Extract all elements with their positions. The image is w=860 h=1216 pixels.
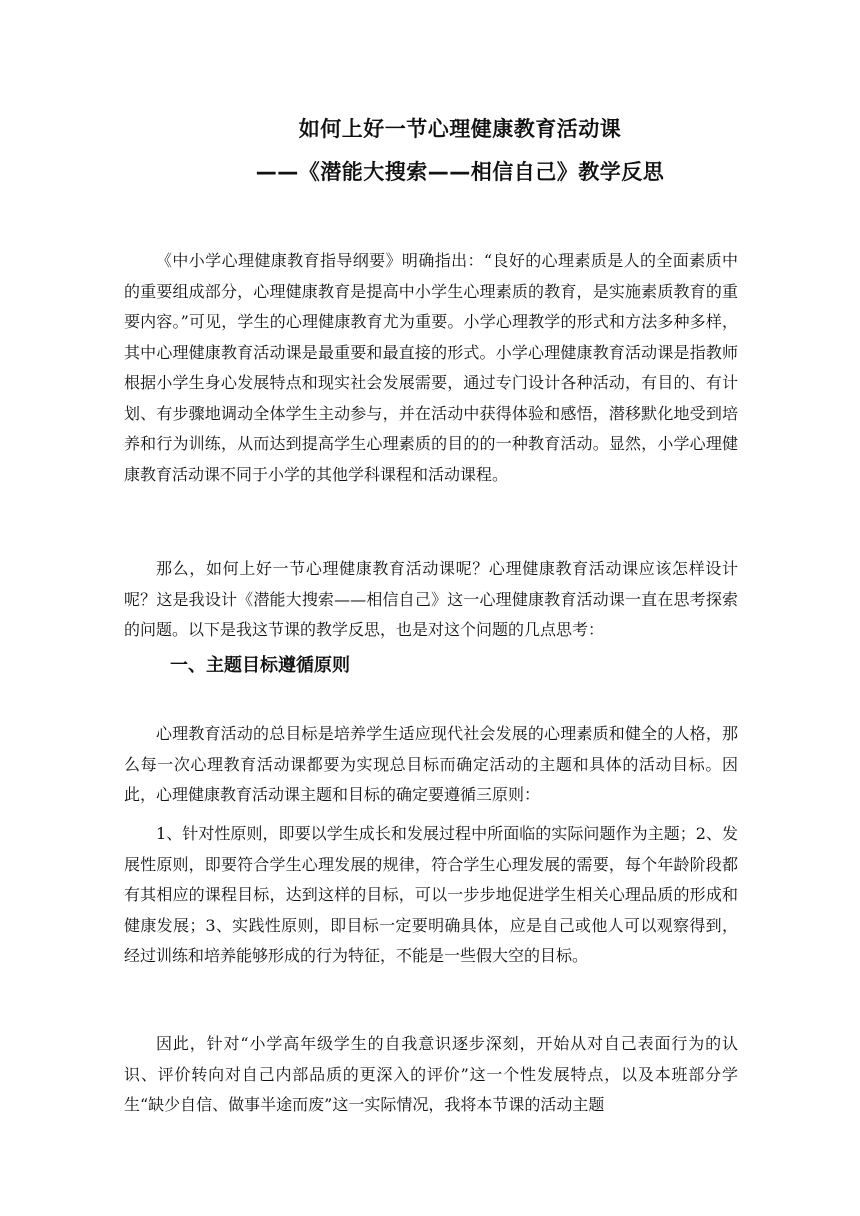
document-subtitle: ——《潜能大搜索——相信自己》教学反思 <box>255 160 665 184</box>
body-paragraph: 心理教育活动的总目标是培养学生适应现代社会发展的心理素质和健全的人格，那么每一次心理教育活动课都要为实现总目标而确定活动的主题和具体的活动目标。因此，心理健康教育活动课主题和目标的确定要遵循三原则： <box>124 724 738 804</box>
section-heading: 一、主题目标遵循原则 <box>170 655 350 676</box>
body-paragraph: 1、针对性原则，即要以学生成长和发展过程中所面临的实际问题作为主题；2、发展性原则，即要符合学生心理发展的规律，符合学生心理发展的需要，每个年龄阶段都有其相应的课程目标，达到这样的目标，可以一步步地促进学生相关心理品质的形成和健康发展；3、实践性原则，即目标一定要明确具体，应是自己或他人可以观察得到，经过训练和培养能够形成的行为特征，不能是一些假大空的目标。 <box>124 824 738 965</box>
document-title: 如何上好一节心理健康教育活动课 <box>298 117 622 141</box>
body-paragraph: 《中小学心理健康教育指导纲要》明确指出：“良好的心理素质是人的全面素质中的重要组成部分，心理健康教育是提高中小学生心理素质的教育，是实施素质教育的重要内容。”可见，学生的心理健康教育尤为重要。小学心理教学的形式和方法多种多样，其中心理健康教育活动课是最重要和最直接的形式。小学心理健康教育活动课是指教师根据小学生身心发展特点和现实社会发展需要，通过专门设计各种活动，有目的、有计划、有步骤地调动全体学生主动参与，并在活动中获得体验和感悟，潜移默化地受到培养和行为训练，从而达到提高学生心理素质的目的的一种教育活动。显然，小学心理健康教育活动课不同于小学的其他学科课程和活动课程。 <box>124 251 738 484</box>
body-paragraph: 那么，如何上好一节心理健康教育活动课呢？心理健康教育活动课应该怎样设计呢？这是我设计《潜能大搜索——相信自己》这一心理健康教育活动课一直在思考探索的问题。以下是我这节课的教学反思，也是对这个问题的几点思考： <box>124 559 738 639</box>
body-paragraph: 因此，针对“小学高年级学生的自我意识逐步深刻，开始从对自己表面行为的认识、评价转向对自己内部品质的更深入的评价”这一个性发展特点，以及本班部分学生“缺少自信、做事半途而废”这一实际情况，我将本节课的活动主题 <box>124 1034 738 1114</box>
